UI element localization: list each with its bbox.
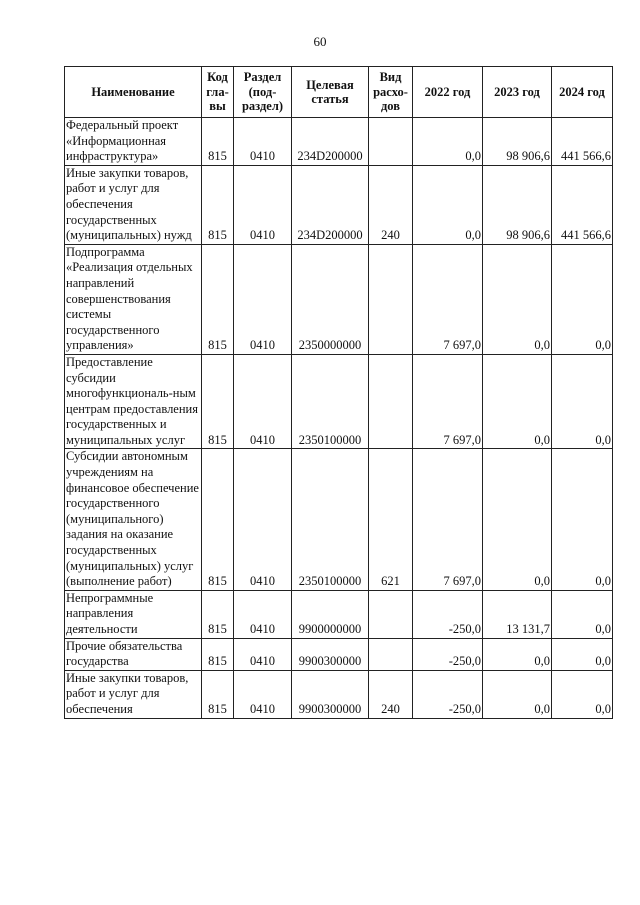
- row-code: 815: [202, 638, 234, 670]
- row-code: 815: [202, 449, 234, 590]
- column-header-2024: 2024 год: [552, 67, 613, 118]
- row-target: 9900000000: [292, 590, 369, 638]
- row-section: 0410: [234, 638, 292, 670]
- column-header-kind: Вид расхо- дов: [369, 67, 413, 118]
- row-2023: 13 131,7: [483, 590, 552, 638]
- table-row: [65, 354, 613, 449]
- row-name: Подпрограмма «Реализация отдельных направлений совершенствования системы государственного управления»: [65, 244, 202, 354]
- row-2022: 7 697,0: [413, 354, 483, 449]
- row-2023: 0,0: [483, 354, 552, 449]
- row-2024: 441 566,6: [552, 118, 613, 166]
- row-name: Непрограммные направления деятельности: [65, 590, 202, 638]
- column-header-2022: 2022 год: [413, 67, 483, 118]
- row-name: Прочие обязательства государства: [65, 638, 202, 670]
- row-target: 2350100000: [292, 449, 369, 590]
- row-kind: 621: [369, 449, 413, 590]
- row-2024: 0,0: [552, 449, 613, 590]
- row-2024: 441 566,6: [552, 165, 613, 244]
- row-target: 234D200000: [292, 165, 369, 244]
- table-row: [65, 590, 613, 638]
- row-2023: 0,0: [483, 670, 552, 718]
- table-row: [65, 244, 613, 354]
- row-name: Субсидии автономным учреждениям на финансовое обеспечение государственного (муниципального) задания на оказание государственных (муниципальных) услуг (выполнение работ): [65, 449, 202, 590]
- row-section: 0410: [234, 165, 292, 244]
- row-code: 815: [202, 244, 234, 354]
- row-target: 9900300000: [292, 670, 369, 718]
- table-row: [65, 670, 613, 718]
- row-name: Предоставление субсидии многофункциональ-ным центрам предоставления государственных и муниципальных услуг: [65, 354, 202, 449]
- row-2024: 0,0: [552, 590, 613, 638]
- row-2023: 0,0: [483, 449, 552, 590]
- column-header-2023: 2023 год: [483, 67, 552, 118]
- row-code: 815: [202, 165, 234, 244]
- row-target: 2350000000: [292, 244, 369, 354]
- row-2024: 0,0: [552, 244, 613, 354]
- row-2022: 7 697,0: [413, 244, 483, 354]
- row-2022: 7 697,0: [413, 449, 483, 590]
- row-section: 0410: [234, 118, 292, 166]
- column-header-code: Код гла- вы: [202, 67, 234, 118]
- column-header-section: Раздел (под- раздел): [234, 67, 292, 118]
- row-2022: -250,0: [413, 590, 483, 638]
- row-2022: -250,0: [413, 670, 483, 718]
- table-row: [65, 118, 613, 166]
- row-section: 0410: [234, 670, 292, 718]
- row-kind: [369, 590, 413, 638]
- row-2024: 0,0: [552, 670, 613, 718]
- row-2022: -250,0: [413, 638, 483, 670]
- row-target: 9900300000: [292, 638, 369, 670]
- row-section: 0410: [234, 244, 292, 354]
- table-header-row: [65, 67, 613, 118]
- row-kind: [369, 118, 413, 166]
- row-name: Иные закупки товаров, работ и услуг для обеспечения: [65, 670, 202, 718]
- row-code: 815: [202, 354, 234, 449]
- row-2022: 0,0: [413, 165, 483, 244]
- row-name: Федеральный проект «Информационная инфраструктура»: [65, 118, 202, 166]
- page-number: 60: [313, 34, 327, 49]
- column-header-name: Наименование: [65, 67, 202, 118]
- row-2022: 0,0: [413, 118, 483, 166]
- table-row: [65, 165, 613, 244]
- row-section: 0410: [234, 449, 292, 590]
- table-row: [65, 638, 613, 670]
- row-code: 815: [202, 118, 234, 166]
- budget-table: [64, 66, 613, 719]
- row-2023: 98 906,6: [483, 165, 552, 244]
- row-kind: 240: [369, 670, 413, 718]
- row-2024: 0,0: [552, 638, 613, 670]
- row-kind: [369, 638, 413, 670]
- row-target: 2350100000: [292, 354, 369, 449]
- table-row: [65, 449, 613, 590]
- row-code: 815: [202, 590, 234, 638]
- row-code: 815: [202, 670, 234, 718]
- row-2023: 0,0: [483, 244, 552, 354]
- row-2023: 98 906,6: [483, 118, 552, 166]
- row-kind: 240: [369, 165, 413, 244]
- row-section: 0410: [234, 354, 292, 449]
- row-kind: [369, 354, 413, 449]
- row-section: 0410: [234, 590, 292, 638]
- column-header-target: Целевая статья: [292, 67, 369, 118]
- row-2023: 0,0: [483, 638, 552, 670]
- row-target: 234D200000: [292, 118, 369, 166]
- row-2024: 0,0: [552, 354, 613, 449]
- row-kind: [369, 244, 413, 354]
- row-name: Иные закупки товаров, работ и услуг для обеспечения государственных (муниципальных) нужд: [65, 165, 202, 244]
